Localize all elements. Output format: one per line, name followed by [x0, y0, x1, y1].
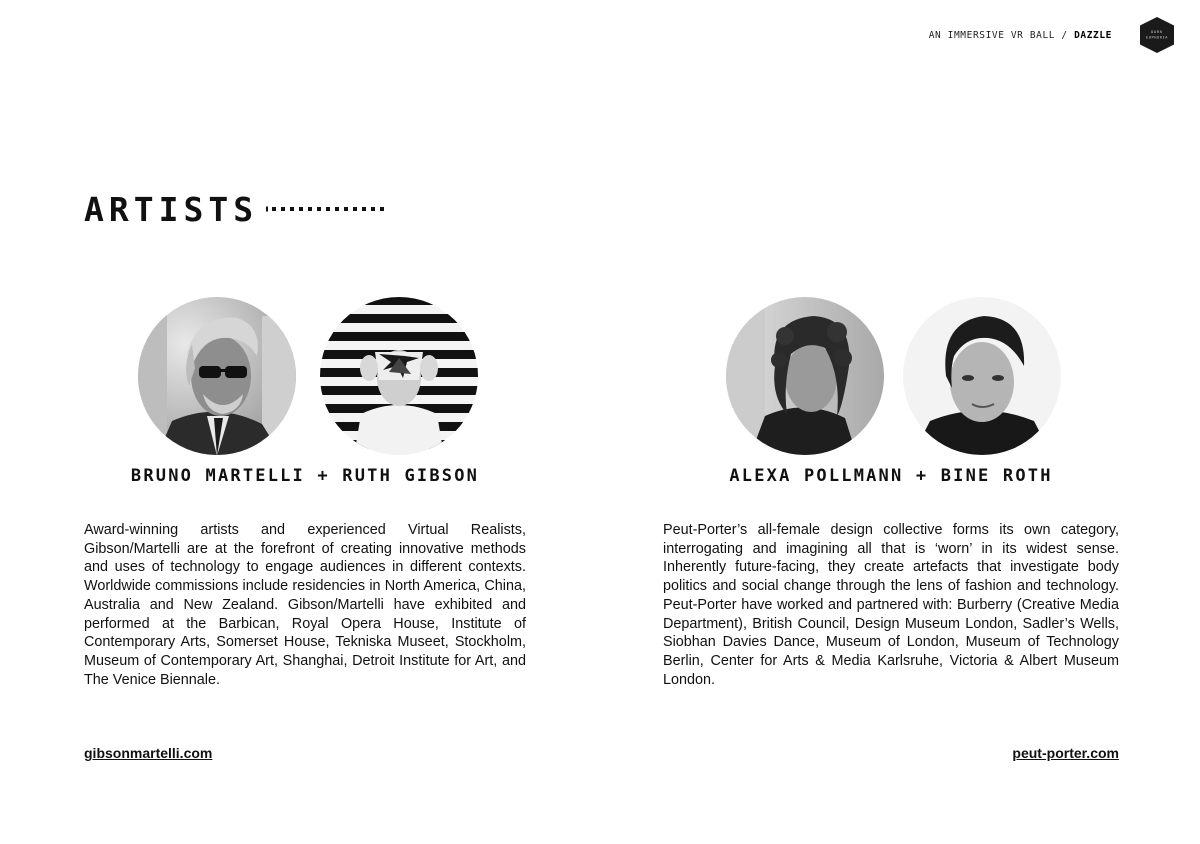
portrait-ruth-gibson: [319, 296, 479, 456]
artist-names-right: ALEXA POLLMANN + BINE ROTH: [729, 466, 1053, 486]
artist-names-left: BRUNO MARTELLI + RUTH GIBSON: [130, 466, 480, 486]
portrait-bruno-martelli: [137, 296, 297, 456]
header-separator: /: [1061, 30, 1068, 41]
artist-bio-left: Award-winning artists and experienced Virtual Realists, Gibson/Martelli are at the forefront of creating innovative methods and uses of technology to engage audiences in different contexts. Worldwide commissions include residencies in North America, China, Australia and New Zealand. Gibson/Martelli have exhibited and performed at the Barbican, Royal Opera House, Institute of Contemporary Arts, Somerset House, Tekniska Museet, Stockholm, Museum of Contemporary Art, Shanghai, Detroit Institute for Art, and The Venice Biennale.: [84, 522, 526, 688]
portrait-bine-roth: [902, 296, 1062, 456]
dotted-rule: [266, 205, 390, 213]
dark-euphoria-logo[interactable]: [1137, 16, 1177, 54]
artist-bio-right: Peut-Porter’s all-female design collective forms its own category, interrogating and imagining all that is ‘worn’ in its widest sense. Inherently future-facing, they create artefacts that investigate body politics and social change through the lens of fashion and technology. Peut-Porter have worked and partnered with: Burberry (Creative Media Department), British Council, Design Museum London, Sadler’s Wells, Siobhan Davies Dance, Museum of London, Museum of Technology Berlin, Center for Arts & Media Karlsruhe, Victoria & Albert Museum London.: [663, 522, 1119, 688]
portrait-group-gibson-martelli: [128, 296, 484, 460]
header-tagline: [929, 30, 1112, 41]
link-gibsonmartelli[interactable]: gibsonmartelli.com: [84, 745, 213, 761]
logo-text-bottom: EUPHORIA: [1145, 35, 1169, 40]
header-subtitle: AN IMMERSIVE VR BALL: [928, 30, 1056, 41]
section-title: ARTISTS: [84, 190, 259, 229]
logo-text-top: DARK: [1151, 30, 1163, 34]
header-project: DAZZLE: [1074, 30, 1112, 41]
portrait-group-peut-porter: [716, 296, 1072, 460]
portrait-alexa-pollmann: [725, 296, 885, 456]
link-peut-porter[interactable]: peut-porter.com: [1012, 745, 1119, 761]
